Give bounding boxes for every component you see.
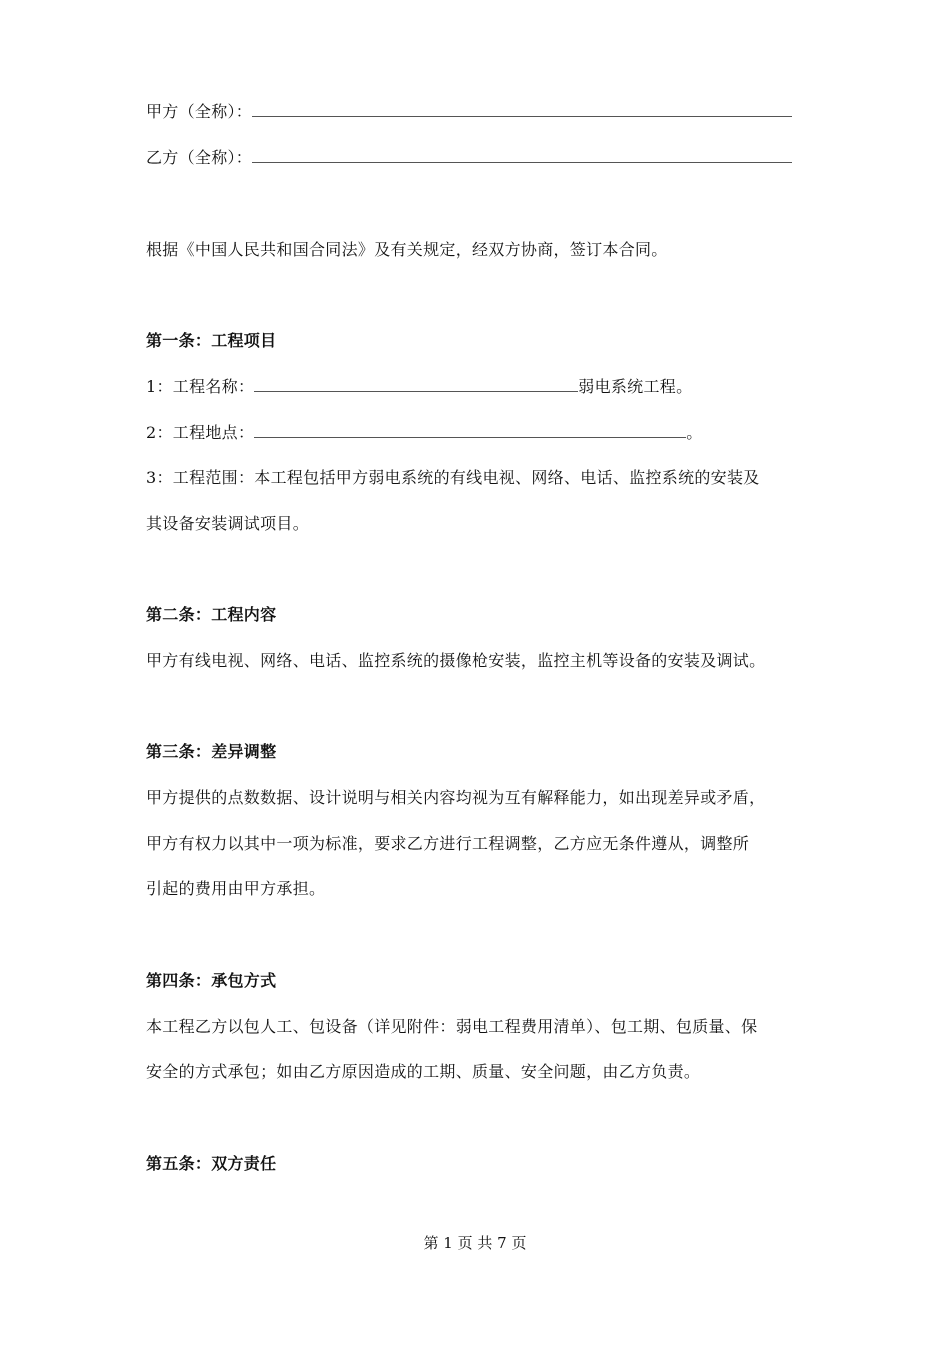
- article-3-line-2: 甲方有权力以其中一项为标准，要求乙方进行工程调整，乙方应无条件遵从，调整所: [146, 834, 750, 853]
- party-a-name-field[interactable]: [252, 102, 792, 117]
- project-location-field[interactable]: [254, 423, 686, 438]
- article-1-heading: 第一条：工程项目: [146, 331, 277, 350]
- article-4-line-1: 本工程乙方以包人工、包设备（详见附件：弱电工程费用清单）、包工期、包质量、保: [146, 1017, 758, 1036]
- article-1-item-2: [146, 423, 703, 443]
- party-b-line: [146, 148, 792, 168]
- project-location-label: 2：工程地点：: [146, 423, 255, 442]
- page-number: 第 1 页 共 7 页: [423, 1234, 527, 1252]
- party-b-label: 乙方（全称）：: [146, 148, 253, 167]
- article-1-item-1: [146, 377, 692, 397]
- article-5-heading: 第五条：双方责任: [146, 1154, 277, 1173]
- article-2-heading: 第二条：工程内容: [146, 605, 277, 624]
- party-a-label: 甲方（全称）：: [146, 102, 253, 121]
- project-name-suffix: 弱电系统工程。: [578, 377, 693, 396]
- project-name-label: 1：工程名称：: [146, 377, 255, 396]
- article-1-item-3-line-1: 3：工程范围：本工程包括甲方弱电系统的有线电视、网络、电话、监控系统的安装及: [146, 468, 760, 487]
- article-3-heading: 第三条：差异调整: [146, 742, 277, 761]
- article-1-item-3-line-2: 其设备安装调试项目。: [146, 514, 310, 533]
- article-4-line-2: 安全的方式承包；如由乙方原因造成的工期、质量、安全问题，由乙方负责。: [146, 1062, 701, 1081]
- article-2-line-1: 甲方有线电视、网络、电话、监控系统的摄像枪安装，监控主机等设备的安装及调试。: [146, 651, 766, 670]
- intro-paragraph: 根据《中国人民共和国合同法》及有关规定，经双方协商，签订本合同。: [146, 240, 668, 259]
- party-b-name-field[interactable]: [252, 148, 792, 163]
- party-a-line: [146, 102, 792, 122]
- article-3-line-3: 引起的费用由甲方承担。: [146, 879, 326, 898]
- project-name-field[interactable]: [254, 377, 578, 392]
- project-location-suffix: 。: [686, 423, 703, 442]
- article-4-heading: 第四条：承包方式: [146, 971, 277, 990]
- article-3-line-1: 甲方提供的点数数据、设计说明与相关内容均视为互有解释能力，如出现差异或矛盾，: [146, 788, 766, 807]
